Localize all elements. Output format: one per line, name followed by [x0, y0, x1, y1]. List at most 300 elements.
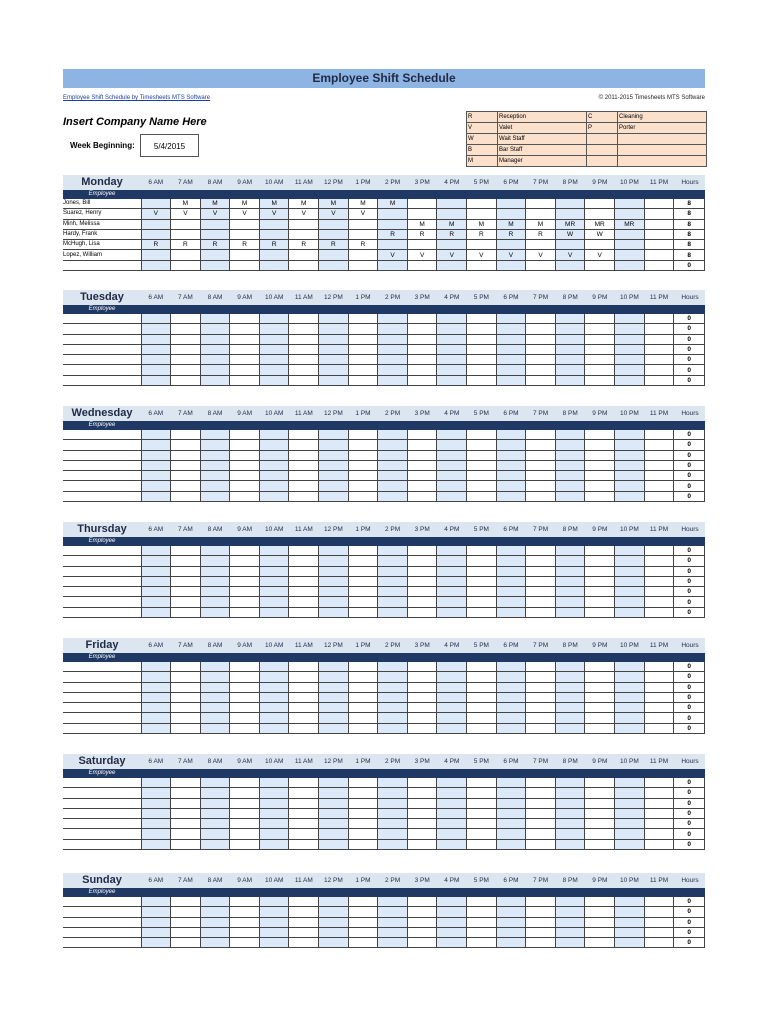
shift-cell[interactable]	[496, 546, 526, 556]
employee-name-cell[interactable]	[63, 260, 141, 270]
shift-cell[interactable]	[555, 723, 585, 733]
shift-cell[interactable]	[615, 250, 645, 260]
shift-cell[interactable]	[585, 907, 615, 917]
shift-cell[interactable]	[230, 692, 260, 702]
shift-cell[interactable]	[644, 927, 674, 937]
shift-cell[interactable]	[171, 546, 201, 556]
shift-cell[interactable]	[555, 240, 585, 250]
shift-cell[interactable]	[319, 260, 349, 270]
shift-cell[interactable]	[141, 839, 171, 849]
shift-cell[interactable]	[378, 897, 408, 907]
shift-cell[interactable]	[289, 344, 319, 354]
shift-cell[interactable]	[141, 229, 171, 239]
shift-cell[interactable]	[378, 440, 408, 450]
shift-cell[interactable]	[437, 450, 467, 460]
shift-cell[interactable]	[348, 219, 378, 229]
employee-name-cell[interactable]: Suarez, Henry	[63, 209, 141, 219]
shift-cell[interactable]	[615, 355, 645, 365]
shift-cell[interactable]	[141, 219, 171, 229]
shift-cell[interactable]	[378, 798, 408, 808]
shift-cell[interactable]: R	[141, 240, 171, 250]
shift-cell[interactable]	[259, 778, 289, 788]
shift-cell[interactable]	[348, 260, 378, 270]
shift-cell[interactable]	[496, 471, 526, 481]
shift-cell[interactable]	[467, 556, 497, 566]
shift-cell[interactable]	[437, 314, 467, 324]
shift-cell[interactable]	[200, 440, 230, 450]
shift-cell[interactable]	[259, 808, 289, 818]
shift-cell[interactable]	[289, 907, 319, 917]
shift-cell[interactable]	[378, 481, 408, 491]
shift-cell[interactable]	[230, 576, 260, 586]
shift-cell[interactable]	[407, 460, 437, 470]
shift-cell[interactable]	[171, 778, 201, 788]
shift-cell[interactable]	[644, 662, 674, 672]
shift-cell[interactable]	[555, 365, 585, 375]
shift-cell[interactable]	[496, 440, 526, 450]
shift-cell[interactable]	[407, 481, 437, 491]
shift-cell[interactable]	[437, 344, 467, 354]
shift-cell[interactable]	[200, 829, 230, 839]
shift-cell[interactable]	[289, 546, 319, 556]
shift-cell[interactable]	[585, 260, 615, 270]
shift-cell[interactable]	[259, 897, 289, 907]
shift-cell[interactable]	[644, 250, 674, 260]
shift-cell[interactable]	[555, 798, 585, 808]
shift-cell[interactable]	[407, 597, 437, 607]
shift-cell[interactable]	[615, 808, 645, 818]
shift-cell[interactable]	[585, 430, 615, 440]
shift-cell[interactable]	[230, 682, 260, 692]
shift-cell[interactable]	[230, 662, 260, 672]
shift-cell[interactable]	[526, 938, 556, 948]
shift-cell[interactable]	[378, 713, 408, 723]
shift-cell[interactable]	[644, 229, 674, 239]
shift-cell[interactable]	[378, 607, 408, 617]
shift-cell[interactable]	[437, 491, 467, 501]
shift-cell[interactable]	[348, 324, 378, 334]
shift-cell[interactable]	[496, 576, 526, 586]
shift-cell[interactable]	[319, 440, 349, 450]
shift-cell[interactable]	[437, 587, 467, 597]
shift-cell[interactable]	[526, 430, 556, 440]
employee-name-cell[interactable]	[63, 897, 141, 907]
shift-cell[interactable]	[407, 556, 437, 566]
shift-cell[interactable]	[644, 723, 674, 733]
shift-cell[interactable]	[437, 938, 467, 948]
shift-cell[interactable]	[437, 682, 467, 692]
shift-cell[interactable]	[644, 375, 674, 385]
shift-cell[interactable]	[615, 471, 645, 481]
shift-cell[interactable]: R	[319, 240, 349, 250]
shift-cell[interactable]	[555, 440, 585, 450]
shift-cell[interactable]	[555, 662, 585, 672]
employee-name-cell[interactable]	[63, 917, 141, 927]
shift-cell[interactable]	[585, 927, 615, 937]
shift-cell[interactable]	[378, 430, 408, 440]
employee-name-cell[interactable]	[63, 450, 141, 460]
shift-cell[interactable]	[555, 199, 585, 209]
shift-cell[interactable]	[615, 375, 645, 385]
shift-cell[interactable]	[644, 566, 674, 576]
shift-cell[interactable]	[526, 778, 556, 788]
shift-cell[interactable]	[289, 587, 319, 597]
shift-cell[interactable]	[615, 713, 645, 723]
shift-cell[interactable]	[407, 672, 437, 682]
shift-cell[interactable]	[319, 788, 349, 798]
shift-cell[interactable]	[615, 556, 645, 566]
shift-cell[interactable]	[615, 682, 645, 692]
shift-cell[interactable]	[526, 692, 556, 702]
shift-cell[interactable]	[200, 471, 230, 481]
employee-name-cell[interactable]	[63, 788, 141, 798]
employee-name-cell[interactable]: McHugh, Lisa	[63, 240, 141, 250]
employee-name-cell[interactable]	[63, 440, 141, 450]
shift-cell[interactable]	[615, 587, 645, 597]
shift-cell[interactable]	[555, 481, 585, 491]
shift-cell[interactable]	[407, 566, 437, 576]
shift-cell[interactable]	[230, 829, 260, 839]
shift-cell[interactable]	[289, 917, 319, 927]
shift-cell[interactable]	[348, 692, 378, 702]
shift-cell[interactable]	[200, 491, 230, 501]
shift-cell[interactable]	[378, 334, 408, 344]
shift-cell[interactable]	[467, 808, 497, 818]
shift-cell[interactable]	[526, 839, 556, 849]
employee-name-cell[interactable]	[63, 723, 141, 733]
shift-cell[interactable]	[289, 375, 319, 385]
employee-name-cell[interactable]	[63, 375, 141, 385]
shift-cell[interactable]	[585, 556, 615, 566]
shift-cell[interactable]	[319, 607, 349, 617]
shift-cell[interactable]	[378, 355, 408, 365]
shift-cell[interactable]	[141, 808, 171, 818]
shift-cell[interactable]	[289, 229, 319, 239]
shift-cell[interactable]	[437, 927, 467, 937]
shift-cell[interactable]	[467, 260, 497, 270]
shift-cell[interactable]	[348, 713, 378, 723]
shift-cell[interactable]	[407, 927, 437, 937]
shift-cell[interactable]	[378, 450, 408, 460]
shift-cell[interactable]	[200, 250, 230, 260]
shift-cell[interactable]	[200, 219, 230, 229]
employee-name-cell[interactable]	[63, 808, 141, 818]
shift-cell[interactable]	[141, 250, 171, 260]
shift-cell[interactable]	[437, 240, 467, 250]
shift-cell[interactable]	[230, 334, 260, 344]
shift-cell[interactable]	[200, 556, 230, 566]
shift-cell[interactable]	[319, 365, 349, 375]
shift-cell[interactable]	[259, 471, 289, 481]
shift-cell[interactable]	[467, 829, 497, 839]
shift-cell[interactable]	[407, 344, 437, 354]
shift-cell[interactable]	[407, 917, 437, 927]
shift-cell[interactable]	[259, 917, 289, 927]
shift-cell[interactable]	[407, 788, 437, 798]
shift-cell[interactable]	[230, 778, 260, 788]
shift-cell[interactable]	[467, 703, 497, 713]
shift-cell[interactable]	[407, 808, 437, 818]
shift-cell[interactable]	[230, 839, 260, 849]
shift-cell[interactable]	[585, 481, 615, 491]
shift-cell[interactable]	[319, 314, 349, 324]
shift-cell[interactable]	[171, 556, 201, 566]
shift-cell[interactable]	[171, 365, 201, 375]
shift-cell[interactable]: V	[496, 250, 526, 260]
shift-cell[interactable]	[615, 314, 645, 324]
shift-cell[interactable]	[171, 907, 201, 917]
shift-cell[interactable]	[585, 471, 615, 481]
shift-cell[interactable]	[496, 778, 526, 788]
employee-name-cell[interactable]	[63, 938, 141, 948]
shift-cell[interactable]	[585, 672, 615, 682]
employee-name-cell[interactable]	[63, 597, 141, 607]
shift-cell[interactable]	[141, 491, 171, 501]
shift-cell[interactable]	[437, 471, 467, 481]
shift-cell[interactable]	[555, 927, 585, 937]
shift-cell[interactable]	[555, 897, 585, 907]
shift-cell[interactable]	[555, 556, 585, 566]
shift-cell[interactable]	[407, 692, 437, 702]
shift-cell[interactable]	[200, 839, 230, 849]
shift-cell[interactable]	[319, 927, 349, 937]
shift-cell[interactable]	[171, 219, 201, 229]
shift-cell[interactable]	[259, 798, 289, 808]
shift-cell[interactable]	[496, 587, 526, 597]
shift-cell[interactable]	[141, 587, 171, 597]
shift-cell[interactable]	[585, 692, 615, 702]
shift-cell[interactable]	[615, 607, 645, 617]
shift-cell[interactable]	[348, 662, 378, 672]
shift-cell[interactable]	[526, 355, 556, 365]
shift-cell[interactable]	[289, 808, 319, 818]
shift-cell[interactable]	[319, 375, 349, 385]
shift-cell[interactable]	[289, 334, 319, 344]
shift-cell[interactable]	[200, 692, 230, 702]
shift-cell[interactable]	[585, 819, 615, 829]
shift-cell[interactable]	[555, 260, 585, 270]
shift-cell[interactable]	[615, 481, 645, 491]
shift-cell[interactable]	[555, 334, 585, 344]
shift-cell[interactable]	[259, 460, 289, 470]
shift-cell[interactable]	[615, 917, 645, 927]
shift-cell[interactable]	[467, 839, 497, 849]
shift-cell[interactable]	[467, 607, 497, 617]
employee-name-cell[interactable]	[63, 344, 141, 354]
shift-cell[interactable]	[585, 365, 615, 375]
shift-cell[interactable]	[585, 938, 615, 948]
shift-cell[interactable]	[407, 897, 437, 907]
employee-name-cell[interactable]	[63, 471, 141, 481]
shift-cell[interactable]	[644, 430, 674, 440]
shift-cell[interactable]	[230, 917, 260, 927]
shift-cell[interactable]	[526, 450, 556, 460]
shift-cell[interactable]	[230, 938, 260, 948]
shift-cell[interactable]	[467, 907, 497, 917]
shift-cell[interactable]	[615, 819, 645, 829]
shift-cell[interactable]	[319, 723, 349, 733]
shift-cell[interactable]	[319, 907, 349, 917]
shift-cell[interactable]	[200, 460, 230, 470]
shift-cell[interactable]	[615, 260, 645, 270]
shift-cell[interactable]	[348, 682, 378, 692]
shift-cell[interactable]: V	[230, 209, 260, 219]
shift-cell[interactable]	[230, 703, 260, 713]
shift-cell[interactable]	[437, 260, 467, 270]
shift-cell[interactable]	[526, 808, 556, 818]
shift-cell[interactable]	[555, 375, 585, 385]
employee-name-cell[interactable]	[63, 430, 141, 440]
shift-cell[interactable]: V	[378, 250, 408, 260]
shift-cell[interactable]	[259, 450, 289, 460]
shift-cell[interactable]	[200, 723, 230, 733]
shift-cell[interactable]	[378, 692, 408, 702]
shift-cell[interactable]	[407, 324, 437, 334]
shift-cell[interactable]	[585, 897, 615, 907]
shift-cell[interactable]	[289, 938, 319, 948]
shift-cell[interactable]	[171, 229, 201, 239]
shift-cell[interactable]	[230, 788, 260, 798]
shift-cell[interactable]	[230, 556, 260, 566]
shift-cell[interactable]	[200, 927, 230, 937]
shift-cell[interactable]	[644, 587, 674, 597]
shift-cell[interactable]	[348, 430, 378, 440]
shift-cell[interactable]: W	[585, 229, 615, 239]
shift-cell[interactable]	[437, 713, 467, 723]
shift-cell[interactable]	[407, 440, 437, 450]
shift-cell[interactable]	[171, 250, 201, 260]
shift-cell[interactable]	[615, 672, 645, 682]
shift-cell[interactable]	[289, 355, 319, 365]
shift-cell[interactable]	[437, 199, 467, 209]
shift-cell[interactable]	[171, 808, 201, 818]
shift-cell[interactable]	[526, 723, 556, 733]
shift-cell[interactable]	[496, 819, 526, 829]
shift-cell[interactable]	[615, 897, 645, 907]
shift-cell[interactable]	[289, 788, 319, 798]
shift-cell[interactable]	[467, 240, 497, 250]
shift-cell[interactable]	[141, 344, 171, 354]
shift-cell[interactable]	[200, 355, 230, 365]
shift-cell[interactable]	[467, 566, 497, 576]
shift-cell[interactable]	[319, 819, 349, 829]
shift-cell[interactable]	[555, 450, 585, 460]
shift-cell[interactable]	[378, 566, 408, 576]
shift-cell[interactable]	[467, 365, 497, 375]
shift-cell[interactable]	[555, 907, 585, 917]
shift-cell[interactable]	[496, 556, 526, 566]
employee-name-cell[interactable]	[63, 314, 141, 324]
shift-cell[interactable]	[496, 355, 526, 365]
shift-cell[interactable]	[378, 324, 408, 334]
shift-cell[interactable]	[348, 607, 378, 617]
shift-cell[interactable]	[407, 334, 437, 344]
employee-name-cell[interactable]	[63, 713, 141, 723]
shift-cell[interactable]	[407, 355, 437, 365]
shift-cell[interactable]	[467, 682, 497, 692]
shift-cell[interactable]	[526, 334, 556, 344]
shift-cell[interactable]: M	[378, 199, 408, 209]
shift-cell[interactable]	[348, 229, 378, 239]
shift-cell[interactable]	[496, 450, 526, 460]
shift-cell[interactable]	[526, 546, 556, 556]
shift-cell[interactable]	[496, 672, 526, 682]
shift-cell[interactable]	[437, 430, 467, 440]
shift-cell[interactable]	[378, 672, 408, 682]
shift-cell[interactable]	[555, 491, 585, 501]
shift-cell[interactable]	[200, 897, 230, 907]
shift-cell[interactable]	[526, 819, 556, 829]
shift-cell[interactable]	[200, 713, 230, 723]
shift-cell[interactable]	[555, 576, 585, 586]
shift-cell[interactable]	[496, 314, 526, 324]
shift-cell[interactable]	[585, 917, 615, 927]
shift-cell[interactable]	[526, 260, 556, 270]
shift-cell[interactable]	[467, 481, 497, 491]
shift-cell[interactable]	[141, 829, 171, 839]
shift-cell[interactable]	[467, 897, 497, 907]
shift-cell[interactable]	[585, 607, 615, 617]
employee-name-cell[interactable]	[63, 927, 141, 937]
source-link[interactable]: Employee Shift Schedule by Timesheets MTS Software	[63, 95, 211, 101]
shift-cell[interactable]	[259, 546, 289, 556]
shift-cell[interactable]	[348, 778, 378, 788]
shift-cell[interactable]	[555, 587, 585, 597]
shift-cell[interactable]	[615, 240, 645, 250]
shift-cell[interactable]	[289, 481, 319, 491]
shift-cell[interactable]	[644, 344, 674, 354]
shift-cell[interactable]	[644, 713, 674, 723]
shift-cell[interactable]	[555, 938, 585, 948]
shift-cell[interactable]	[289, 219, 319, 229]
shift-cell[interactable]	[259, 324, 289, 334]
shift-cell[interactable]	[437, 692, 467, 702]
shift-cell[interactable]	[555, 692, 585, 702]
shift-cell[interactable]	[200, 798, 230, 808]
shift-cell[interactable]	[230, 440, 260, 450]
shift-cell[interactable]	[259, 260, 289, 270]
shift-cell[interactable]	[348, 788, 378, 798]
shift-cell[interactable]	[378, 375, 408, 385]
shift-cell[interactable]	[289, 250, 319, 260]
shift-cell[interactable]	[496, 723, 526, 733]
shift-cell[interactable]	[378, 927, 408, 937]
shift-cell[interactable]	[467, 324, 497, 334]
shift-cell[interactable]	[259, 355, 289, 365]
shift-cell[interactable]	[467, 662, 497, 672]
shift-cell[interactable]	[230, 324, 260, 334]
shift-cell[interactable]	[378, 546, 408, 556]
shift-cell[interactable]	[526, 481, 556, 491]
shift-cell[interactable]	[230, 365, 260, 375]
shift-cell[interactable]	[496, 375, 526, 385]
shift-cell[interactable]	[615, 798, 645, 808]
shift-cell[interactable]	[437, 375, 467, 385]
shift-cell[interactable]	[230, 471, 260, 481]
shift-cell[interactable]	[171, 587, 201, 597]
shift-cell[interactable]	[171, 788, 201, 798]
shift-cell[interactable]	[378, 209, 408, 219]
shift-cell[interactable]	[348, 491, 378, 501]
shift-cell[interactable]	[555, 324, 585, 334]
shift-cell[interactable]	[437, 556, 467, 566]
shift-cell[interactable]	[171, 440, 201, 450]
shift-cell[interactable]	[348, 471, 378, 481]
shift-cell[interactable]	[230, 713, 260, 723]
shift-cell[interactable]	[259, 788, 289, 798]
shift-cell[interactable]	[378, 240, 408, 250]
shift-cell[interactable]	[644, 692, 674, 702]
